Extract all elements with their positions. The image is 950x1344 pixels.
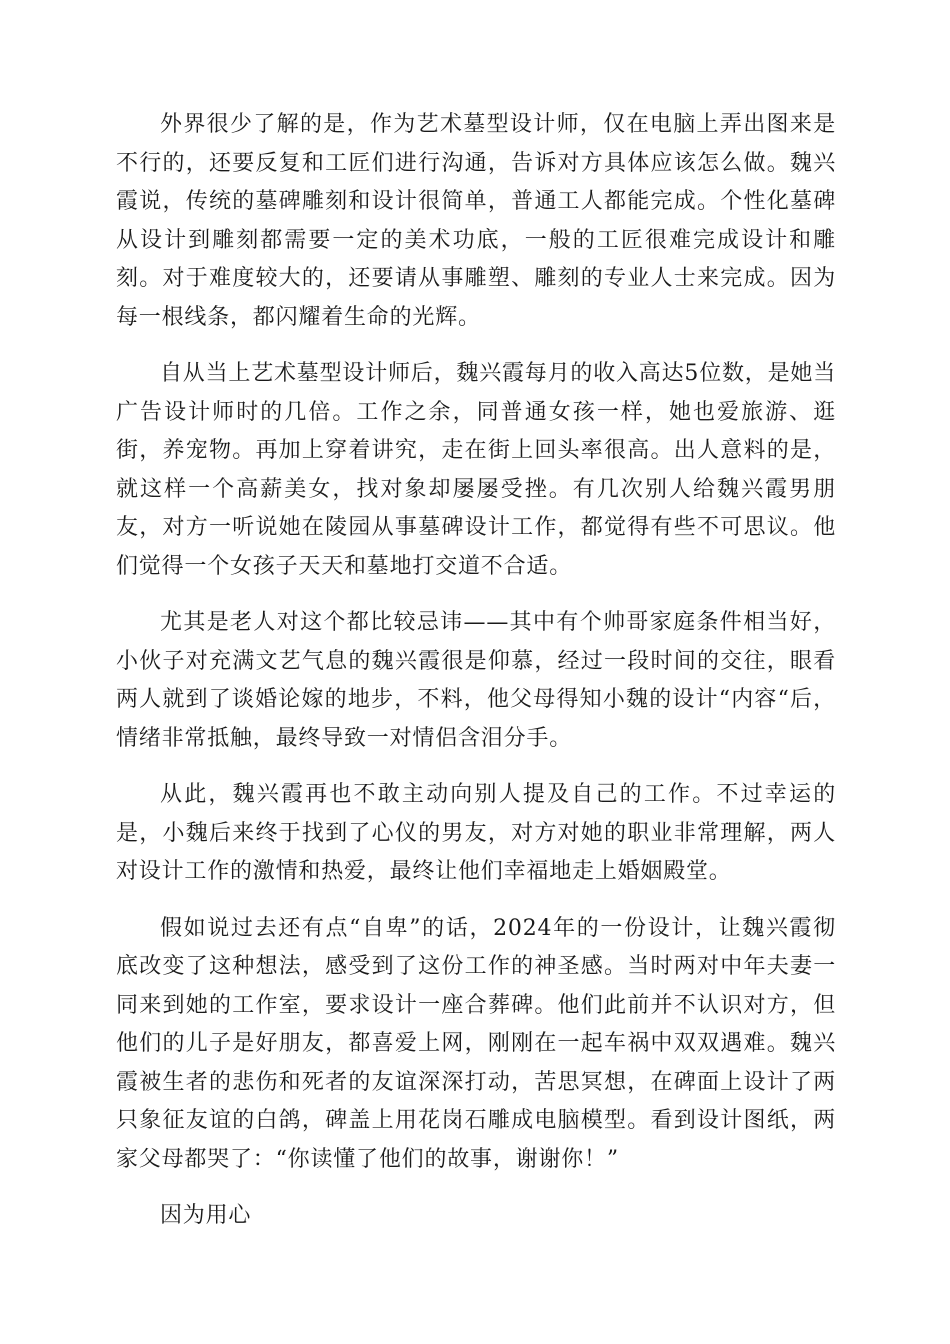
paragraph-5: 假如说过去还有点“自卑”的话，2024年的一份设计，让魏兴霞彻底改变了这种想法，感受到了这份工作的神圣感。当时两对中年夫妻一同来到她的工作室，要求设计一座合葬碑。他们此前并不认识对方，但他们的儿子是好朋友，都喜爱上网，刚刚在一起车祸中双双遇难。魏兴霞被生者的悲伤和死者的友谊深深打动，苦思冥想，在碑面上设计了两只象征友谊的白鸽，碑盖上用花岗石雕成电脑模型。看到设计图纸，两家父母都哭了：“你读懂了他们的故事，谢谢你！”	[116, 915, 836, 1172]
document-page	[116, 106, 836, 1254]
paragraph-6: 因为用心	[160, 1203, 252, 1228]
paragraph-2: 自从当上艺术墓型设计师后，魏兴霞每月的收入高达5位数，是她当广告设计师时的几倍。工作之余，同普通女孩一样，她也爱旅游、逛街，养宠物。再加上穿着讲究，走在街上回头率很高。出人意料的是，就这样一个高薪美女，找对象却屡屡受挫。有几次别人给魏兴霞男朋友，对方一听说她在陵园从事墓碑设计工作，都觉得有些不可思议。他们觉得一个女孩子天天和墓地打交道不合适。	[116, 361, 836, 579]
paragraph-1: 外界很少了解的是，作为艺术墓型设计师，仅在电脑上弄出图来是不行的，还要反复和工匠们进行沟通，告诉对方具体应该怎么做。魏兴霞说，传统的墓碑雕刻和设计很简单，普通工人都能完成。个性化墓碑从设计到雕刻都需要一定的美术功底，一般的工匠很难完成设计和雕刻。对于难度较大的，还要请从事雕塑、雕刻的专业人士来完成。因为每一根线条，都闪耀着生命的光辉。	[116, 112, 836, 330]
paragraph-4: 从此，魏兴霞再也不敢主动向别人提及自己的工作。不过幸运的是，小魏后来终于找到了心仪的男友，对方对她的职业非常理解，两人对设计工作的激情和热爱，最终让他们幸福地走上婚姻殿堂。	[116, 782, 836, 884]
paragraph-3: 尤其是老人对这个都比较忌讳——其中有个帅哥家庭条件相当好，小伙子对充满文艺气息的魏兴霞很是仰慕，经过一段时间的交往，眼看两人就到了谈婚论嫁的地步，不料，他父母得知小魏的设计“内容“后，情绪非常抵触，最终导致一对情侣含泪分手。	[116, 610, 836, 751]
